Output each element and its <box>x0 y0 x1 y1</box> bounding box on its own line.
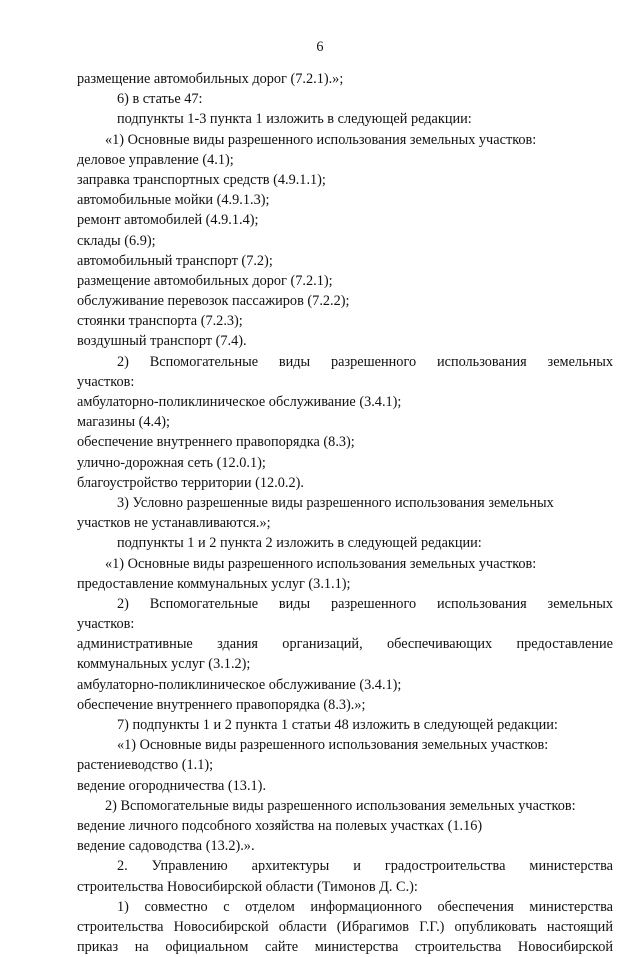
text-line: обеспечение внутреннего правопорядка (8.3).»; <box>77 696 366 713</box>
text-line: подпункты 1 и 2 пункта 2 изложить в следующей редакции: <box>117 535 482 552</box>
text-line: обслуживание перевозок пассажиров (7.2.2); <box>77 293 350 310</box>
text-line: участков: <box>77 373 135 390</box>
text-line: 6) в статье 47: <box>117 91 203 108</box>
text-line: ведение огородничества (13.1). <box>77 777 267 794</box>
text-line: ведение личного подсобного хозяйства на полевых участках (1.16) <box>77 817 483 834</box>
text-line: автомобильные мойки (4.9.1.3); <box>77 192 270 209</box>
text-line: размещение автомобильных дорог (7.2.1); <box>77 272 333 289</box>
text-line: подпункты 1-3 пункта 1 изложить в следующей редакции: <box>117 111 472 128</box>
text-line: ремонт автомобилей (4.9.1.4); <box>77 212 259 229</box>
text-line: коммунальных услуг (3.1.2); <box>77 656 251 673</box>
text-line: 2. Управлению архитектуры и градостроительства министерства <box>117 858 613 875</box>
text-line: 7) подпункты 1 и 2 пункта 1 статьи 48 изложить в следующей редакции: <box>117 717 558 733</box>
text-line: обеспечение внутреннего правопорядка (8.3); <box>77 434 355 451</box>
text-line: автомобильный транспорт (7.2); <box>77 252 273 269</box>
text-line: амбулаторно-поликлиническое обслуживание (3.4.1); <box>77 394 402 410</box>
text-line: деловое управление (4.1); <box>77 151 234 168</box>
text-line: склады (6.9); <box>77 232 156 249</box>
text-line: приказ на официальном сайте министерства строительства Новосибирской <box>77 939 613 956</box>
text-line: строительства Новосибирской области (Тимонов Д. С.): <box>77 878 418 895</box>
text-line: благоустройство территории (12.0.2). <box>77 474 304 491</box>
text-line: размещение автомобильных дорог (7.2.1).»; <box>77 71 344 87</box>
text-line: стоянки транспорта (7.2.3); <box>77 313 243 330</box>
text-line: предоставление коммунальных услуг (3.1.1); <box>77 575 351 592</box>
text-line: улично-дорожная сеть (12.0.1); <box>77 454 266 471</box>
text-line: 3) Условно разрешенные виды разрешенного использования земельных <box>117 494 554 511</box>
document-body <box>77 69 613 957</box>
text-line: строительства Новосибирской области (Ибрагимов Г.Г.) опубликовать настоящий <box>77 918 613 935</box>
text-line: ведение садоводства (13.2).». <box>77 838 255 855</box>
page-number: 6 <box>316 39 324 55</box>
text-line: воздушный транспорт (7.4). <box>77 333 247 350</box>
text-line: растениеводство (1.1); <box>77 757 214 774</box>
text-line: 2) Вспомогательные виды разрешенного использования земельных <box>117 595 613 612</box>
text-line: 2) Вспомогательные виды разрешенного использования земельных участков: <box>105 797 576 814</box>
text-line: заправка транспортных средств (4.9.1.1); <box>77 171 326 188</box>
text-line: «1) Основные виды разрешенного использования земельных участков: <box>117 737 549 754</box>
text-line: амбулаторно-поликлиническое обслуживание (3.4.1); <box>77 676 402 693</box>
text-line: административные здания организаций, обеспечивающих предоставление <box>77 636 613 653</box>
text-line: «1) Основные виды разрешенного использования земельных участков: <box>105 131 537 148</box>
text-line: магазины (4.4); <box>77 414 170 431</box>
text-line: 1) совместно с отделом информационного обеспечения министерства <box>117 898 613 915</box>
text-line: 2) Вспомогательные виды разрешенного использования земельных <box>117 353 613 370</box>
text-line: «1) Основные виды разрешенного использования земельных участков: <box>105 555 537 572</box>
text-line: участков: <box>77 616 135 633</box>
text-line: участков не устанавливаются.»; <box>77 515 271 532</box>
